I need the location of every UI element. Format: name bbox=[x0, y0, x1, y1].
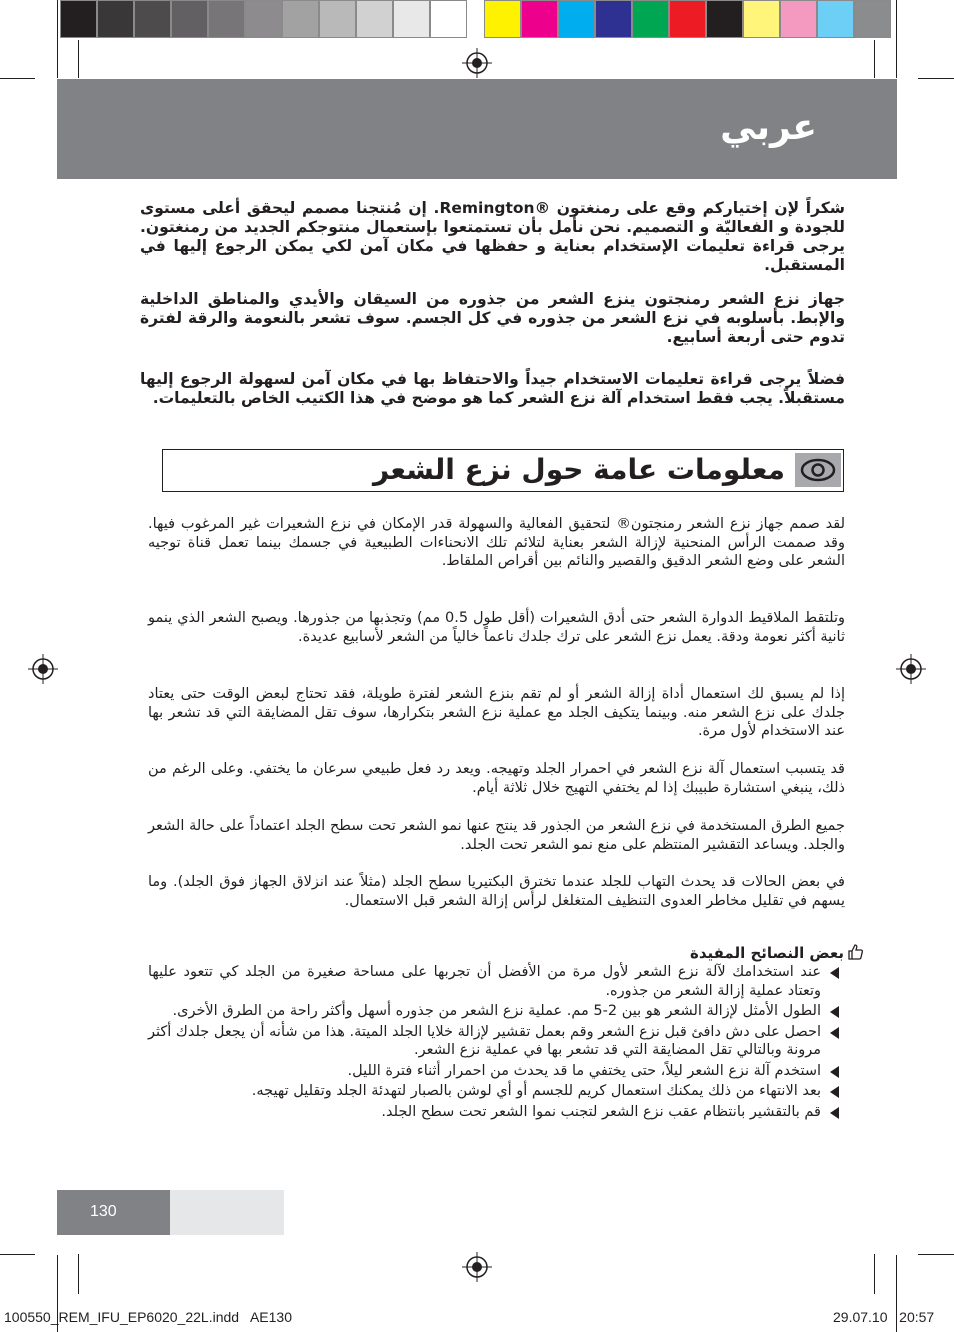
tips-list bbox=[148, 963, 845, 1123]
bullet-arrow-icon bbox=[830, 967, 839, 979]
language-header bbox=[57, 79, 897, 179]
color-swatch bbox=[97, 0, 134, 38]
list-item: عند استخدامك لآلة نزع الشعر لأول مرة من الأفضل أن تجربها على مساحة صغيرة من الجلد كي تتعود عليها وتعتاد عملية إزالة الشعر من جذوره. bbox=[148, 963, 845, 1000]
eye-icon bbox=[795, 453, 841, 487]
color-swatch bbox=[521, 0, 558, 38]
crop-mark bbox=[0, 78, 35, 79]
color-swatch bbox=[743, 0, 780, 38]
bullet-arrow-icon bbox=[830, 1027, 839, 1039]
registration-mark-icon bbox=[462, 48, 492, 78]
process-color-bar bbox=[484, 0, 891, 40]
crop-mark bbox=[896, 0, 897, 78]
color-swatch bbox=[282, 0, 319, 38]
body-paragraph: في بعض الحالات قد يحدث التهاب للجلد عندما تخترق البكتيريا سطح الجلد (مثلاً عند انزلاق الجهاز فوق الجلد). وما يسهم في تقليل مخاطر العدوى التنظيف المتغلغل لرأس إزالة الشعر قبل الاستعمال. bbox=[148, 874, 845, 909]
intro-paragraph: جهاز نزع الشعر رمنجتون ينزع الشعر من جذوره من السيقان والأيدي والمناطق الداخلية والإبط. بأسلوبه في نزع الشعر من جذوره في كل الجسم. سوف تشعر بالنعومة والرقة لفترة تدوم حتى أربعة أسابيع. bbox=[140, 290, 845, 346]
crop-mark bbox=[874, 1254, 875, 1294]
list-item: الطول الأمثل لإزالة الشعر هو بين 2-5 مم. عملية نزع الشعر من جذوره أسهل وأكثر راحة من الطرق الأخرى. bbox=[148, 1002, 845, 1021]
color-swatch bbox=[706, 0, 743, 38]
color-swatch bbox=[558, 0, 595, 38]
body-paragraph: إذا لم يسبق لك استعمال أداة إزالة الشعر أو لم تقم بنزع الشعر لفترة طويلة، فقد تحتاج لبعض الوقت حتى يعتاد جلدك على نزع الشعر منه. وبينما يتكيف الجلد مع عملية نزع الشعر بتكرارها، سوف تقل المضايقة التي قد تشعر بها عند الاستخدام لأول مرة. bbox=[148, 686, 845, 739]
registration-mark-icon bbox=[896, 654, 926, 684]
color-swatch bbox=[356, 0, 393, 38]
color-swatch bbox=[632, 0, 669, 38]
page-title: عربي bbox=[720, 107, 817, 148]
page-number: 130 bbox=[90, 1203, 117, 1220]
color-swatch bbox=[245, 0, 282, 38]
color-swatch bbox=[60, 0, 97, 38]
color-swatch bbox=[430, 0, 467, 38]
color-swatch bbox=[595, 0, 632, 38]
color-swatch bbox=[208, 0, 245, 38]
color-swatch bbox=[669, 0, 706, 38]
body-paragraph: وتلتقط الملاقيط الدوارة الشعر حتى أدق الشعيرات (أقل طول 0.5 مم) وتجذبها من جذورها. ويصبح الشعر الذي ينمو ثانية أكثر نعومة ودقة. يعمل نزع الشعر على ترك جلدك ناعماً خالياً من الشعر لأسابيع عديدة. bbox=[148, 610, 845, 645]
registration-mark-icon bbox=[28, 654, 58, 684]
thumbs-up-icon bbox=[846, 943, 864, 961]
crop-mark bbox=[57, 0, 58, 78]
color-swatch bbox=[319, 0, 356, 38]
bullet-arrow-icon bbox=[830, 1086, 839, 1098]
color-swatch bbox=[171, 0, 208, 38]
body-paragraph: جميع الطرق المستخدمة في نزع الشعر من الجذور قد ينتج عنها نمو الشعر تحت سطح الجلد اعتماداً على حالة الشعر والجلد. ويساعد التقشير المنتظم على منع نمو الشعر تحت الجلد. bbox=[148, 818, 845, 853]
bullet-arrow-icon bbox=[830, 1066, 839, 1078]
crop-mark bbox=[78, 1254, 79, 1294]
tips-heading: بعض النصائح المفيدة bbox=[689, 944, 844, 962]
registration-mark-icon bbox=[462, 1252, 492, 1282]
footer-timestamp: 29.07.10 20:57 bbox=[833, 1309, 935, 1325]
color-swatch bbox=[780, 0, 817, 38]
list-item: احصل على دش دافئ قبل نزع الشعر وقم بعمل تقشير لإزالة خلايا الجلد الميتة. هذا من شأنه أن يجعل جلدك أكثر مرونة وبالتالي تقل المضايقة التي قد تشعر بها في عملية نزع الشعر. bbox=[148, 1023, 845, 1060]
intro-paragraph: فضلاً يرجى قراءة تعليمات الاستخدام جيداً والاحتفاظ بها في مكان آمن لسهولة الرجوع إليها مستقبلاً. يجب فقط استخدام آلة نزع الشعر كما هو موضح في هذا الكتيب الخاص بالتعليمات. bbox=[140, 370, 845, 407]
footer-file-info: 100550_REM_IFU_EP6020_22L.indd AE130 bbox=[4, 1309, 292, 1325]
section-title: معلومات عامة حول نزع الشعر bbox=[373, 453, 785, 486]
color-swatch bbox=[854, 0, 891, 38]
color-swatch bbox=[817, 0, 854, 38]
bullet-arrow-icon bbox=[830, 1107, 839, 1119]
list-item: قم بالتقشير بانتظام عقب نزع الشعر لتجنب نموا الشعر تحت سطح الجلد. bbox=[148, 1103, 845, 1122]
crop-mark bbox=[918, 1254, 954, 1255]
page-number-box-tint bbox=[170, 1190, 284, 1235]
list-item: بعد الانتهاء من ذلك يمكنك استعمال كريم للجسم أو أي لوشن بالصبار لتهدئة الجلد وتقليل تهيجه. bbox=[148, 1082, 845, 1101]
body-paragraph: لقد صمم جهاز نزع الشعر رمنجتون® لتحقيق الفعالية والسهولة قدر الإمكان في نزع الشعيرات غير المرغوب فيها. وقد صممت الرأس المنحنية لإزالة الشعر بعناية لتلائم تلك الانحناءات الطبيعية في جسمك بينما تعمل قناة توجيه الشعر على وضع الشعر الدقيق والقصير والنائم بين أقراص الملقاط. bbox=[148, 516, 845, 569]
section-heading-box bbox=[162, 449, 844, 492]
crop-mark bbox=[78, 40, 79, 78]
color-swatch bbox=[134, 0, 171, 38]
bullet-arrow-icon bbox=[830, 1006, 839, 1018]
crop-mark bbox=[918, 78, 954, 79]
list-item: استخدم آلة نزع الشعر ليلاً، حتى يختفي ما قد يحدث من احمرار أثناء فترة الليل. bbox=[148, 1062, 845, 1081]
body-paragraph: قد يتسبب استعمال آلة نزع الشعر في احمرار الجلد وتهيجه. ويعد رد فعل طبيعي سرعان ما يختفي. وعلى الرغم من ذلك، ينبغي استشارة طبيبك إذا لم يختفي التهيج خلال ثلاثة أيام. bbox=[148, 761, 845, 796]
color-swatch bbox=[484, 0, 521, 38]
crop-mark bbox=[874, 40, 875, 78]
intro-paragraph: شكراً لإن إختياركم وقع على رمنغتون ®Remington. إن مُنتجنا مصمم ليحقق أعلى مستوى للجودة و الفعاليّة و التصميم. نحن نأمل بأن تستمتعوا بإستعمال منتوجكم الجديد من رمنغتون. يرجى قراءة تعليمات الإستخدام بعناية و حفظها في مكان آمن لكي يمكن الرجوع إليها في المستقبل. bbox=[140, 199, 845, 274]
gray-color-bar bbox=[60, 0, 467, 40]
color-swatch bbox=[393, 0, 430, 38]
crop-mark bbox=[0, 1254, 35, 1255]
